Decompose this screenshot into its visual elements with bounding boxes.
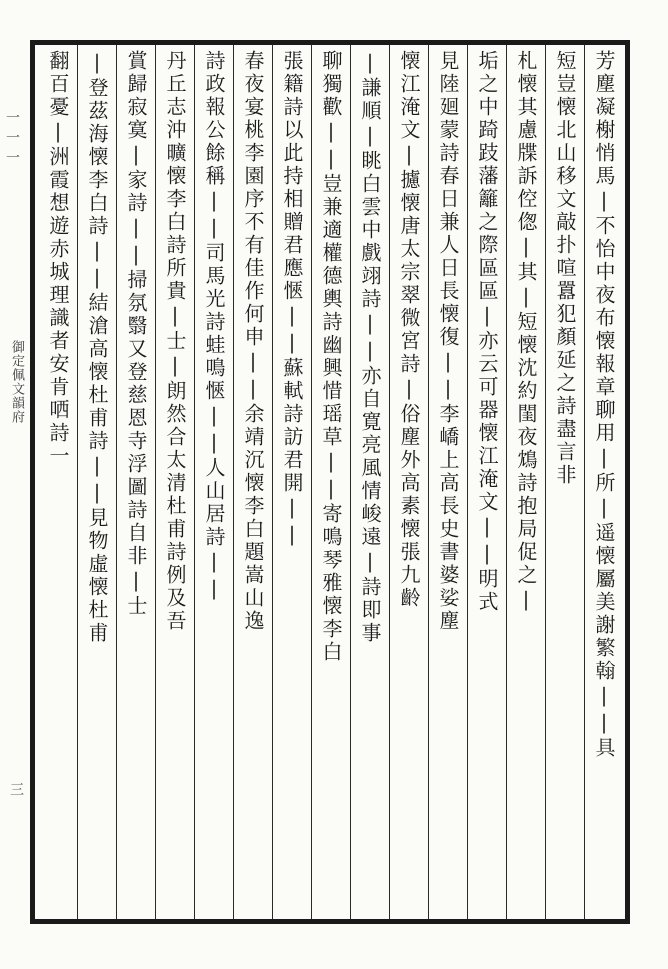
- column-rule: [194, 45, 195, 919]
- column-rule: [389, 45, 390, 919]
- column-rule: [116, 45, 117, 919]
- margin-strip: [0, 40, 30, 924]
- text-column-12: 丹丘志沖曠懐李白詩所貴|士|朗然合太清杜甫詩例及吾: [163, 50, 187, 633]
- column-rule: [233, 45, 234, 919]
- column-rule: [272, 45, 273, 919]
- column-rule: [506, 45, 507, 919]
- text-column-11: 詩政報公餘稱||司馬光詩蛙鳴愜||人山居詩||: [202, 50, 226, 603]
- column-rule: [584, 45, 585, 919]
- text-column-10: 春夜宴桃李園序不有佳作何申||余靖沉懐李白題嵩山逸: [241, 50, 265, 633]
- text-column-9: 張籍詩以此持相贈君應愜||蘇軾詩訪君開||: [280, 50, 304, 549]
- column-rule: [350, 45, 351, 919]
- margin-page-number: 三: [8, 782, 24, 796]
- column-rule: [467, 45, 468, 919]
- text-column-8: 聊獨歡||豈兼適權德輿詩幽興惜瑶草||寄鳴琴雅懐李白: [319, 50, 343, 664]
- margin-title: 御定佩文韻府: [9, 340, 24, 424]
- text-column-15: 翻百憂|洲霞想遊赤城理識者安肯哂詩一: [46, 50, 70, 468]
- column-rule: [77, 45, 78, 919]
- text-column-14: |登茲海懐李白詩||結滄高懐杜甫詩||見物虛懐杜甫: [85, 50, 109, 645]
- column-rule: [428, 45, 429, 919]
- text-column-1: 芳塵凝榭悄馬|不怡中夜布懐報章聊用|所|遥懐屬美謝繁翰||具: [592, 50, 616, 760]
- text-column-6: 懐江淹文|攄懐唐太宗翠微宮詩|俗塵外高素懐張九齡: [397, 50, 421, 610]
- text-column-5: 見陸廻蒙詩春日兼人日長懐復||李嶠上高長史書婆娑塵: [436, 50, 460, 633]
- column-rule: [311, 45, 312, 919]
- column-rule: [545, 45, 546, 919]
- text-column-13: 賞歸寂寞|家詩||掃氛翳又登慈恩寺浮圖詩自非|士: [124, 50, 148, 618]
- text-column-3: 札懐其慮牒訴倥偬|其|短懐沈約閨夜鴆詩抱局促之|: [514, 50, 538, 614]
- margin-ticks: 一一一: [4, 110, 20, 170]
- column-rule: [155, 45, 156, 919]
- text-column-4: 垢之中踦跂藩籬之際區區|亦云可器懐江淹文||明式: [475, 50, 499, 614]
- text-column-2: 短豈懐北山移文敲扑喧囂犯顏延之詩盡言非: [553, 50, 577, 487]
- text-column-7: |謙順|眺白雲中戲翊詩||亦自寛亮風情峻遠|詩即事: [358, 50, 382, 645]
